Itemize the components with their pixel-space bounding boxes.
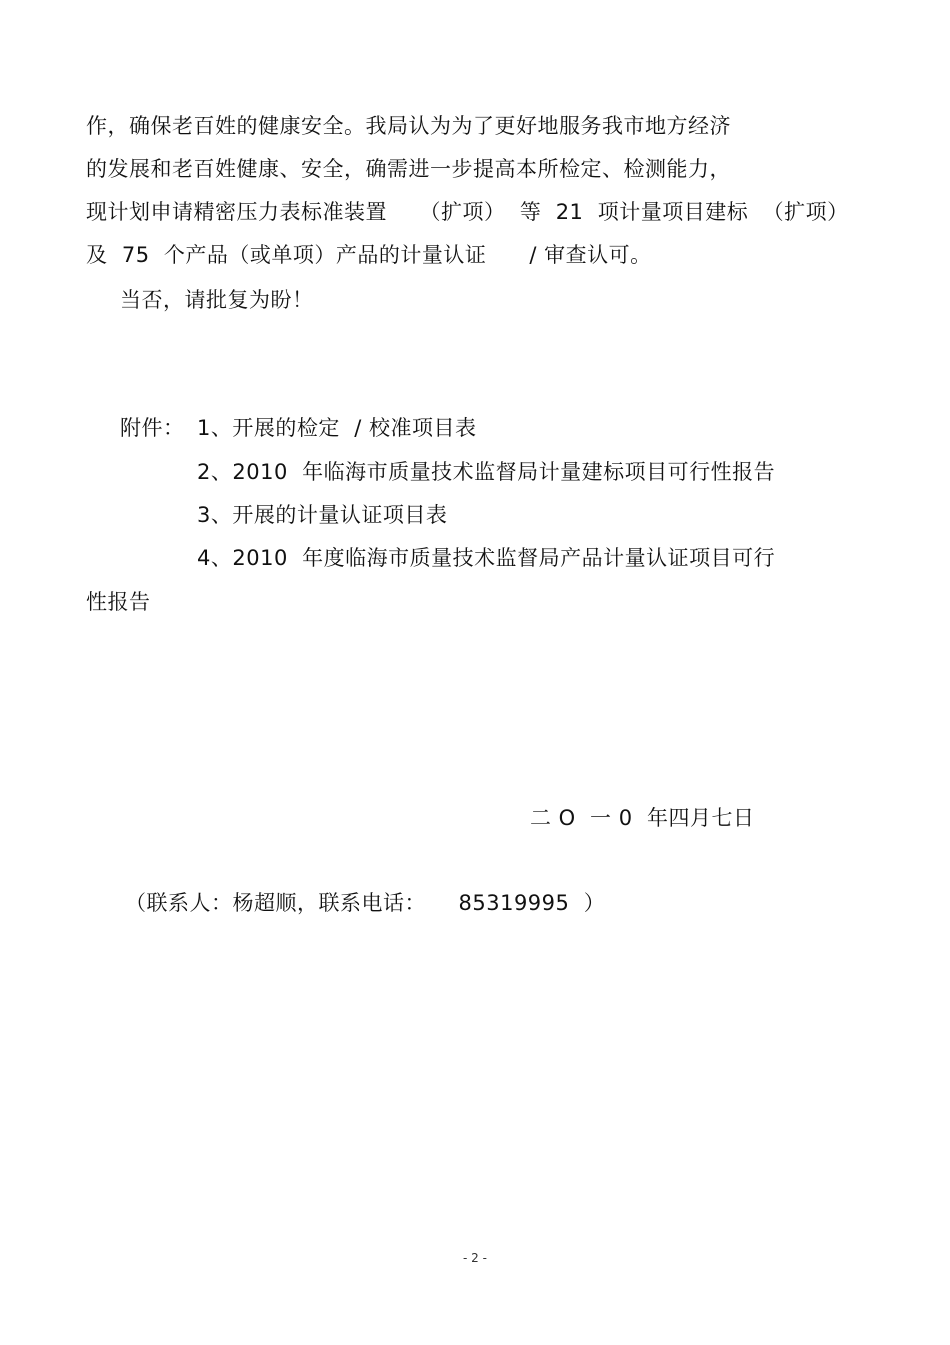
page-number: - 2 -: [463, 1251, 487, 1265]
attachment-item-4-continuation: 性报告: [86, 590, 151, 614]
attachments-label: 附件：: [120, 416, 185, 440]
paragraph-line-1: 作，确保老百姓的健康安全。我局认为为了更好地服务我市地方经济: [86, 114, 731, 138]
request-line: 当否，请批复为盼！: [120, 288, 314, 312]
contact-info: （联系人：杨超顺，联系电话： 85319995 ）: [125, 891, 606, 915]
document-date: 二 O 一 0 年四月七日: [530, 806, 755, 830]
attachment-item-3: 3、开展的计量认证项目表: [197, 503, 448, 527]
attachment-item-4: 4、2010 年度临海市质量技术监督局产品计量认证项目可行: [197, 546, 776, 570]
attachment-item-2: 2、2010 年临海市质量技术监督局计量建标项目可行性报告: [197, 460, 776, 484]
paragraph-line-2: 的发展和老百姓健康、安全，确需进一步提高本所检定、检测能力，: [86, 157, 731, 181]
attachment-item-1: 1、开展的检定 / 校准项目表: [197, 416, 477, 440]
paragraph-line-4: 及 75 个产品（或单项）产品的计量认证 / 审查认可。: [86, 243, 652, 267]
paragraph-line-3: 现计划申请精密压力表标准装置 （扩项） 等 21 项计量项目建标 （扩项）: [86, 200, 849, 224]
